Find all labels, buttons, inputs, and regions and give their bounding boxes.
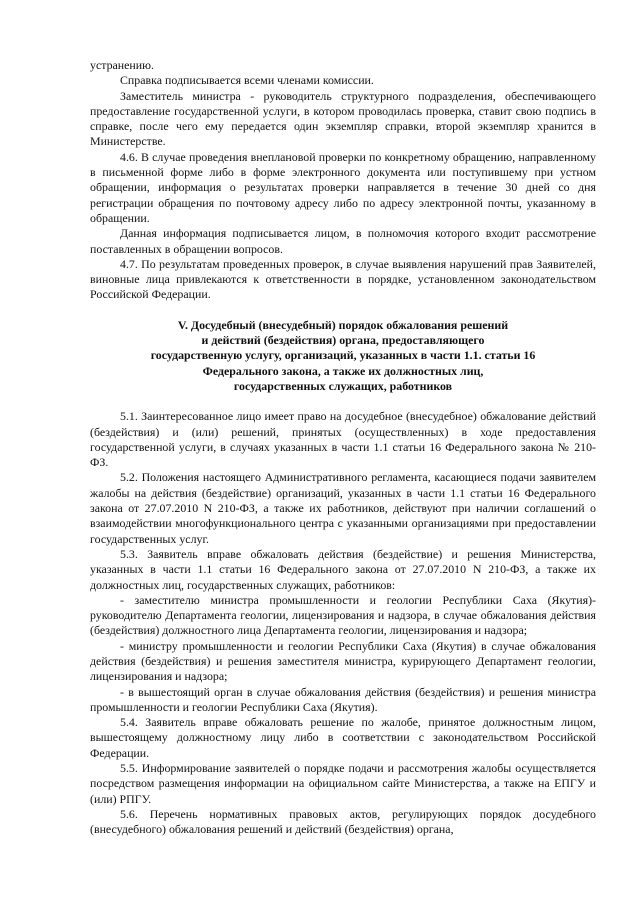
paragraph: - министру промышленности и геологии Республики Саха (Якутия) в случае обжалования действия (бездействия) и решения заместителя министра, курирующего Департамент геологии, лицензирования и надзора;	[90, 638, 596, 684]
paragraph: - в вышестоящий орган в случае обжалования действия (бездействия) и решения министра промышленности и геологии Республики Саха (Якутия).	[90, 684, 596, 714]
paragraph: 5.2. Положения настоящего Административного регламента, касающиеся подачи заявителем жалобы на действия (бездействие) организаций, указанных в части 1.1 статьи 16 Федерального закона от 27.07.2010 N 210-ФЗ, а также их работников, действуют при наличии соглашений о взаимодействии многофункционального центра с указанными организациями при предоставлении государственных услуг.	[90, 470, 596, 546]
section-heading-line: Федерального закона, а также их должностных лиц,	[202, 363, 484, 378]
paragraph: Заместитель министра - руководитель структурного подразделения, обеспечивающего предоставление государственной услуги, в котором проводилась проверка, ставит свою подпись в справке, после чего ему передается один экземпляр справки, второй экземпляр хранится в Министерстве.	[90, 88, 596, 149]
paragraph: Данная информация подписывается лицом, в полномочия которого входит рассмотрение поставленных в обращении вопросов.	[90, 226, 596, 256]
section-heading-line: государственных служащих, работников	[233, 378, 453, 393]
paragraphs-after-heading	[90, 409, 596, 837]
section-heading-line: V. Досудебный (внесудебный) порядок обжалования решений	[177, 317, 509, 332]
paragraph: 4.6. В случае проведения внеплановой проверки по конкретному обращению, направленному в письменной форме либо в форме электронного документа или поступившему при устном обращении, информация о результатах проверки направляется в течение 30 дней со дня регистрации обращения по почтовому адресу либо по адресу электронной почты, указанному в обращении.	[90, 149, 596, 225]
paragraph: устранению.	[90, 58, 155, 72]
section-heading	[90, 318, 596, 394]
paragraph: 4.7. По результатам проведенных проверок, в случае выявления нарушений прав Заявителей, виновные лица привлекаются к ответственности в порядке, установленном законодательством Российской Федерации.	[90, 256, 596, 302]
paragraph: 5.3. Заявитель вправе обжаловать действия (бездействие) и решения Министерства, указанных в части 1.1 статьи 16 Федерального закона от 27.07.2010 N 210-ФЗ, а также их должностных лиц, государственных служащих, работников:	[90, 546, 596, 592]
section-heading-line: и действий (бездействия) органа, предоставляющего	[201, 333, 485, 348]
paragraph: - заместителю министра промышленности и геологии Республики Саха (Якутия)- руководителю Департамента геологии, лицензирования и надзора, в случае обжалования действия (бездействия) должностного лица Департамента геологии, лицензирования и надзора;	[90, 592, 596, 638]
paragraphs-before-heading	[90, 58, 596, 303]
paragraph: 5.5. Информирование заявителей о порядке подачи и рассмотрения жалобы осуществляется посредством размещения информации на официальном сайте Министерства, а также на ЕПГУ и (или) РПГУ.	[90, 761, 596, 806]
paragraph: 5.4. Заявитель вправе обжаловать решение по жалобе, принятое должностным лицом, вышестоящему должностному лицу либо в соответствии с законодательством Российской Федерации.	[90, 715, 596, 760]
paragraph: 5.6. Перечень нормативных правовых актов, регулирующих порядок досудебного (внесудебного) обжалования решений и действий (бездействия) органа,	[90, 806, 596, 837]
paragraph: 5.1. Заинтересованное лицо имеет право на досудебное (внесудебное) обжалование действий (бездействия) и (или) решений, принятых (осуществленных) в ходе предоставления государственной услуги, в случаях указанных в части 1.1 статьи 16 Федерального закона № 210-ФЗ.	[90, 409, 596, 470]
spacer	[90, 394, 596, 409]
section-heading-line: государственную услугу, организаций, указанных в части 1.1. статьи 16	[150, 348, 536, 363]
spacer	[90, 303, 596, 318]
paragraph: Справка подписывается всеми членами комиссии.	[120, 73, 374, 88]
document-body	[90, 58, 596, 838]
